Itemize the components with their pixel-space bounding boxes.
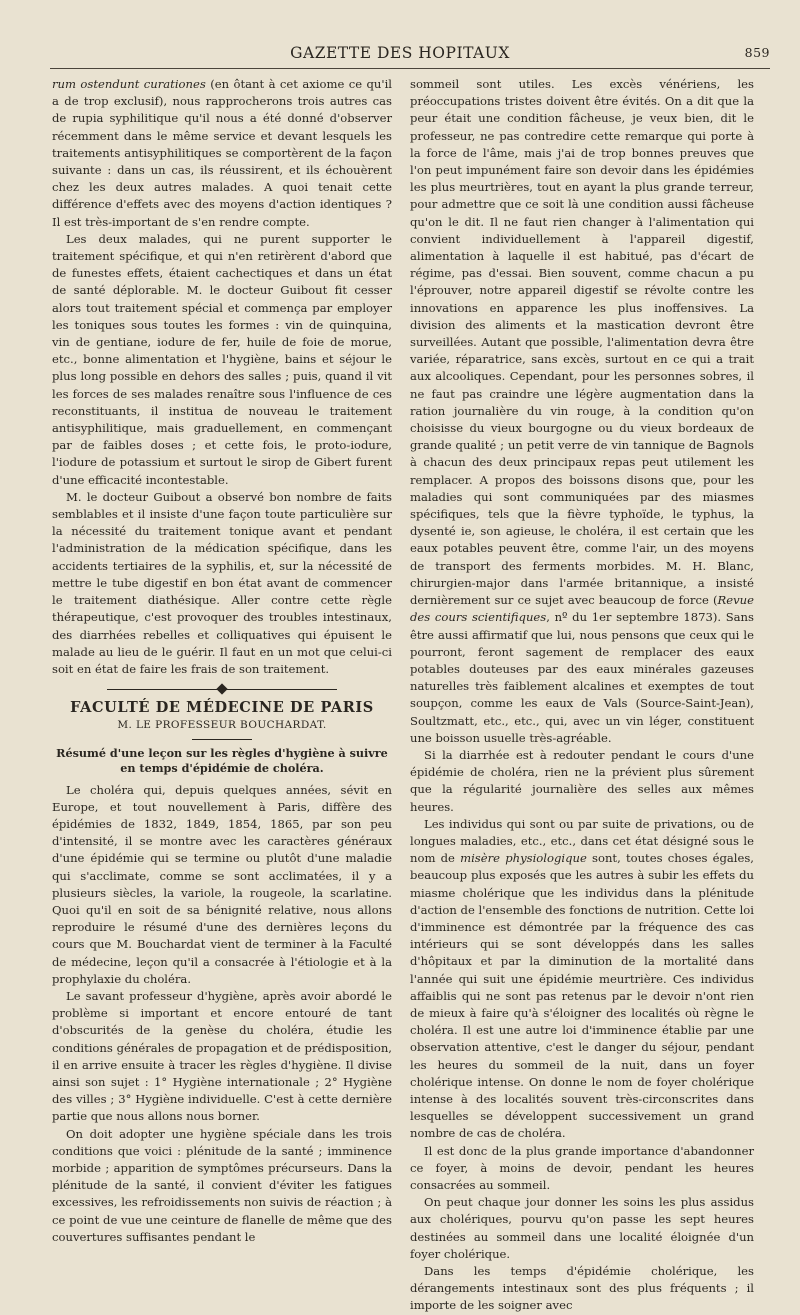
latin-quote: rum ostendunt curationes (52, 77, 206, 91)
lesson-title: Résumé d'une leçon sur les règles d'hygiène à suivre en temps d'épidémie de choléra. (56, 745, 388, 775)
paragraph: Le choléra qui, depuis quelques années, sévit en Europe, et tout nouvellement à Paris, diffère des épidémies de 1832, 1849, 1854, 1865, par son peu d'intensité, il se montre avec les caractères généraux d'une épidémie qui se termine ou plutôt d'une maladie qui s'acclimate, comme se sont acclimatées, il y a plusieurs siècles, la variole, la rougeole, la scarlatine. Quoi qu'il en soit de sa bénignité relative, nous allons reproduire le résumé d'une des dernières leçons du cours que M. Bouchardat vient de terminer à la Faculté de médecine, leçon qu'il a consacrée à l'étiologie et à la prophylaxie du choléra. (52, 782, 392, 986)
page-header (0, 44, 800, 66)
header-rule (50, 68, 770, 69)
paragraph: Si la diarrhée est à redouter pendant le cours d'une épidémie de choléra, rien ne la prévient plus sûrement que la régularité journalière des selles aux mêmes heures. (410, 747, 754, 814)
section-divider (107, 688, 337, 691)
term: misère physiologique (460, 851, 587, 866)
paragraph: Dans les temps d'épidémie cholérique, les dérangements intestinaux sont des plus fréquents ; il importe de les soigner avec (410, 1264, 754, 1313)
paragraph: rum ostendunt curationes (en ôtant à cet axiome ce qu'il a de trop exclusif), nous rapprocherons trois autres cas de rupia syphilitique qu'il nous a été donné d'observer récemment dans le même service et devant lesquels les traitements antisyphilitiques se comportèrent de la façon suivante : dans un cas, ils réussirent, et ils échouèrent chez les deux autres malades. A quoi tenait cette différence d'effets avec des moyens d'action identiques ? Il est très-important de s'en rendre compte. (52, 77, 393, 229)
paragraph: Les deux malades, qui ne purent supporter le traitement spécifique, et qui n'en retirèrent d'abord que de funestes effets, étaient cachectiques et dans un état de santé déplorable. M. le docteur Guibout fit cesser alors tout traitement spécial et commença par employer les toniques sous toutes les formes : vin de quinquina, vin de gentiane, iodure de fer, huile de foie de morue, etc., bonne alimentation et l'hygiène, bains et séjour le plus long possible en dehors des salles ; puis, quand il vit les forces de ses malades renaître sous l'influence de ces reconstituants, il institua de nouveau le traitement antisyphilitique, mais graduellement, en commençant par de faibles doses ; et cette fois, le proto-iodure, l'iodure de potassium et surtout le sirop de Gibert furent d'une efficacité incontestable. (52, 231, 392, 487)
page-number: 859 (744, 45, 770, 60)
paragraph: On peut chaque jour donner les soins les plus assidus aux cholériques, pourvu qu'on passe les sept heures destinées au sommeil dans une localité éloignée d'un foyer cholérique. (410, 1195, 754, 1261)
journal-title: GAZETTE DES HOPITAUX (290, 44, 510, 62)
paragraph: On doit adopter une hygiène spéciale dans les trois conditions que voici : plénitude de la santé ; imminence morbide ; apparition de symptômes précurseurs. Dans la plénitude de la santé, il convient d'éviter les fatigues excessives, les refroidissements non suivis de réaction ; à ce point de vue une ceinture de flanelle de même que des couvertures suffisantes pendant le (52, 1126, 392, 1244)
paragraph: Les individus qui sont ou par suite de privations, ou de longues maladies, etc., etc., dans cet état désigné sous le nom de misère physiologique sont, toutes choses égales, beaucoup plus exposés que les autres à subir les effets du miasme cholérique que les individus dans la plénitude d'action de l'ensemble des fonctions de nutrition. Cette loi d'imminence est démontrée par la fréquence des cas intérieurs qui se sont développés dans les salles d'hôpitaux et par la diminution de la mortalité dans l'année qui suit une épidémie meurtrière. Ces individus affaiblis qui ne sont pas retenus par le devoir n'ont rien de mieux à faire qu'à s'éloigner des localités où règne le choléra. Il est une autre loi d'imminence établie par une observation attentive, c'est le danger du séjour, pendant les heures du sommeil de la nuit, dans un foyer cholérique intense. On donne le nom de foyer cholérique intense à des localités souvent très-circonscrites dans lesquelles se développent successivement un grand nombre de cas de choléra. (410, 816, 754, 1141)
section-title: FACULTÉ DE MÉDECINE DE PARIS (70, 699, 374, 717)
journal-citation: Revue des cours scientifiques (410, 593, 754, 625)
right-column (410, 76, 754, 1315)
short-rule (192, 739, 252, 740)
paragraph: Il est donc de la plus grande importance d'abandonner ce foyer, à moins de devoir, pendant les heures consacrées au sommeil. (410, 1143, 754, 1192)
paragraph: Le savant professeur d'hygiène, après avoir abordé le problème si important et encore entouré de tant d'obscurités de la genèse du choléra, étudie les conditions générales de propagation et de prédisposition, il en arrive ensuite à tracer les règles d'hygiène. Il divise ainsi son sujet : 1° Hygiène internationale ; 2° Hygiène des villes ; 3° Hygiène individuelle. C'est à cette dernière partie que nous allons nous borner. (52, 988, 392, 1124)
paragraph: sommeil sont utiles. Les excès vénériens, les préoccupations tristes doivent être évités. On a dit que la peur était une condition fâcheuse, je veux bien, dit le professeur, ne pas contredire cette remarque qui porte à la force de l'âme, mais j'ai de trop bonnes preuves que l'on peut impunément faire son devoir dans les épidémies les plus meurtrières, tout en ayant la plus grande terreur, pour admettre que ce soit là une condition aussi fâcheuse qu'on le dit. Il ne faut rien changer à l'alimentation qui convient individuellement à l'appareil digestif, alimentation à laquelle il est habitué, pas d'écart de régime, pas d'essai. Bien souvent, comme chacun a pu l'éprouver, notre appareil digestif se révolte contre les innovations en apparence les plus inoffensives. La division des aliments et la mastication devront être surveillées. Autant que possible, l'alimentation devra être variée, réparatrice, sans excès, surtout en ce qui a trait aux alcooliques. Cependant, pour les personnes sobres, il ne faut pas craindre une légère augmentation dans la ration journalière du vin rouge, à la condition qu'on choisisse du vieux bourgogne ou du vieux bordeaux de grande qualité ; un petit verre de vin tannique de Bagnols à chacun des deux principaux repas peut utilement les remplacer. A propos des boissons disons que, pour les maladies qui sont communiquées par des miasmes spécifiques, tels que la fièvre typhoïde, le typhus, la dysenté ie, son agieuse, le choléra, il est certain que les eaux potables peuvent être, comme l'air, un des moyens de transport des ferments morbides. M. H. Blanc, chirurgien-major dans l'armée britannique, a insisté dernièrement sur ce sujet avec beaucoup de force (Revue des cours scientifiques, nº du 1er septembre 1873). Sans être aussi affirmatif que lui, nous pensons que ceux qui le pourront, feront sagement de remplacer des eaux potables douteuses par des eaux minérales gazeuses naturelles très faiblement alcalines et exemptes de tout soupçon, comme les eaux de Vals (Source-Saint-Jean), Soultzmatt, etc., etc., qui, avec un vin léger, constituent une boisson usuelle très-agréable. (410, 77, 754, 745)
divider-ornament (216, 683, 227, 694)
left-column (52, 76, 392, 1246)
section-author: M. LE PROFESSEUR BOUCHARDAT. (117, 719, 327, 732)
paragraph: M. le docteur Guibout a observé bon nombre de faits semblables et il insiste d'une façon toute particulière sur la nécessité du traitement tonique avant et pendant l'administration de la médication spécifique, dans les accidents tertiaires de la syphilis, et, sur la nécessité de mettre le tube digestif en bon état avant de commencer le traitement diathésique. Aller contre cette règle thérapeutique, c'est provoquer des troubles intestinaux, des diarrhées rebelles et colliquatives qui épuisent le malade au lieu de le guérir. Il faut en un mot que celui-ci soit en état de faire les frais de son traitement. (52, 489, 392, 676)
